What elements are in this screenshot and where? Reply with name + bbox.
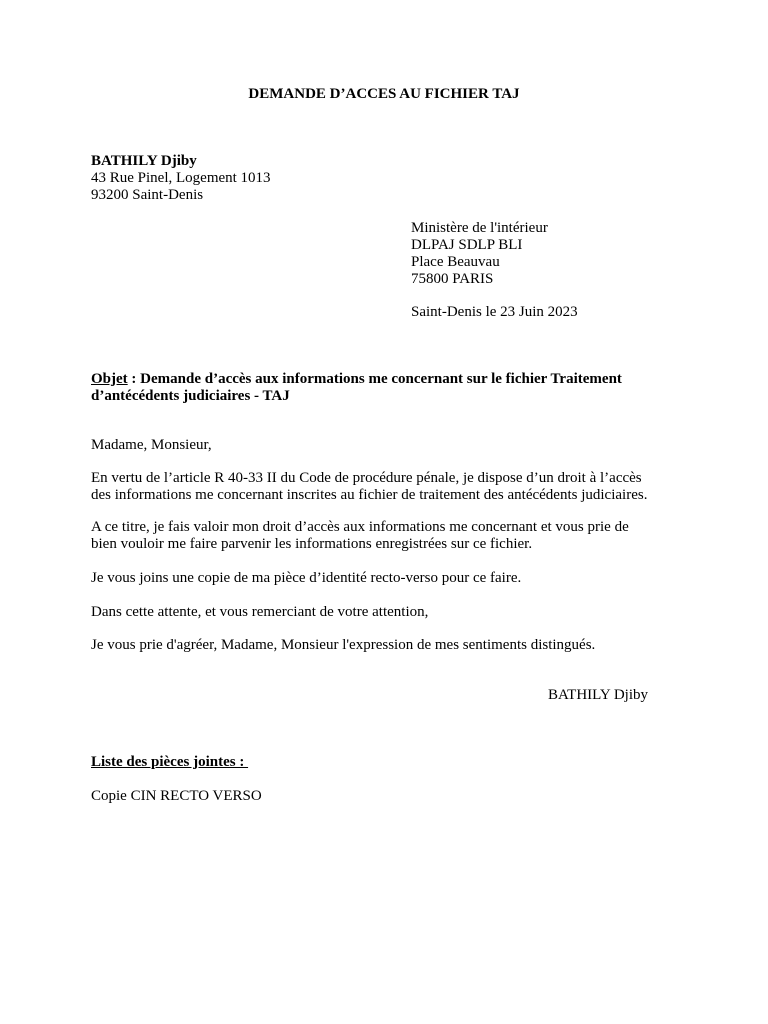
attachments-title: Liste des pièces jointes : [91,754,249,770]
object-text-continued: d’antécédents judiciaires - TAJ [91,388,290,404]
object-line [91,371,622,405]
recipient-line: Ministère de l'intérieur [411,220,548,236]
sender-name: BATHILY Djiby [91,153,197,169]
body-paragraph [91,519,629,553]
paragraph-line: A ce titre, je fais valoir mon droit d’accès aux informations me concernant et vous prie de [91,519,629,535]
letter-date: Saint-Denis le 23 Juin 2023 [411,304,578,320]
body-paragraph: Dans cette attente, et vous remerciant de votre attention, [91,604,429,620]
attachment-item: Copie CIN RECTO VERSO [91,788,262,804]
body-paragraph: Je vous joins une copie de ma pièce d’identité recto-verso pour ce faire. [91,570,522,586]
sender-city-line: 93200 Saint-Denis [91,187,204,203]
recipient-line: Place Beauvau [411,254,500,270]
object-separator: : [127,371,141,387]
object-label: Objet [91,371,128,387]
sender-address-line: 43 Rue Pinel, Logement 1013 [91,170,271,186]
recipient-line: DLPAJ SDLP BLI [411,237,523,253]
salutation: Madame, Monsieur, [91,437,212,453]
document-title: DEMANDE D’ACCES AU FICHIER TAJ [248,86,520,102]
paragraph-line: des informations me concernant inscrites au fichier de traitement des antécédents judiciaires. [91,487,648,503]
closing-formula: Je vous prie d'agréer, Madame, Monsieur l'expression de mes sentiments distingués. [91,637,596,653]
recipient-line: 75800 PARIS [411,271,494,287]
paragraph-line: bien vouloir me faire parvenir les informations enregistrées sur ce fichier. [91,536,533,552]
paragraph-line: En vertu de l’article R 40-33 II du Code de procédure pénale, je dispose d’un droit à l’accès [91,470,642,486]
object-text: Demande d’accès aux informations me concernant sur le fichier Traitement [140,371,622,387]
body-paragraph [91,470,647,504]
recipient-block [411,220,548,288]
signature-name: BATHILY Djiby [548,687,649,703]
sender-block [91,153,271,204]
